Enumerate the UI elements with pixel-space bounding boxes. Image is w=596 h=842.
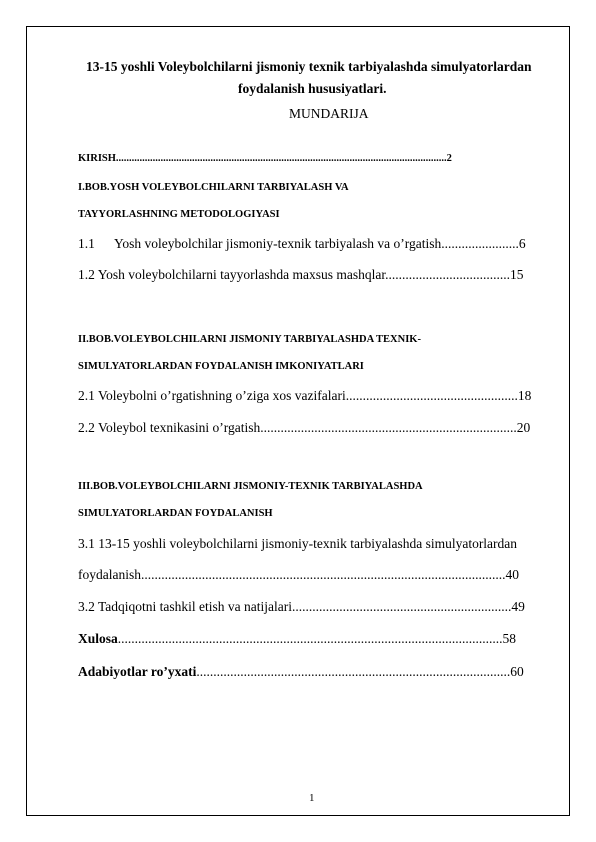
contents-heading: MUNDARIJA: [289, 106, 369, 121]
toc-conclusion-leader: ..................................................................................................................58: [117, 631, 517, 646]
toc-conclusion-label: Xulosa: [78, 631, 118, 646]
toc-chapter1-line2: TAYYORLASHNING METODOLOGIYASI: [78, 209, 280, 220]
toc-references-leader: .............................................................................................60: [196, 664, 524, 679]
toc-section-3-1-line1: 3.1 13-15 yoshli voleybolchilarni jismoniy-texnik tarbiyalashda simulyatorlardan: [78, 536, 518, 551]
toc-chapter2-line1: II.BOB.VOLEYBOLCHILARNI JISMONIY TARBIYALASHDA TEXNIK-: [78, 334, 421, 345]
toc-kirish: KIRISH..............................................................................................................................2: [78, 153, 452, 164]
toc-references: [78, 664, 524, 680]
toc-chapter3-line1: III.BOB.VOLEYBOLCHILARNI JISMONIY-TEXNIK TARBIYALASHDA: [78, 481, 423, 492]
toc-chapter1-line1: I.BOB.YOSH VOLEYBOLCHILARNI TARBIYALASH VA: [78, 182, 349, 193]
document-title-line1: 13-15 yoshli Voleybolchilarni jismoniy texnik tarbiyalashda simulyatorlardan: [86, 59, 532, 74]
toc-section-1-2: 1.2 Yosh voleybolchilarni tayyorlashda maxsus mashqlar.....................................15: [78, 267, 524, 282]
toc-section-3-2: 3.2 Tadqiqotni tashkil etish va natijalari.................................................................49: [78, 599, 525, 614]
toc-section-1-1-number: 1.1: [78, 236, 95, 251]
document-title-line2: foydalanish hususiyatlari.: [238, 81, 387, 96]
toc-section-2-2: 2.2 Voleybol texnikasini o’rgatish............................................................................20: [78, 420, 531, 435]
page-number: 1: [309, 792, 315, 804]
toc-conclusion: [78, 631, 516, 647]
toc-section-3-1-line2: foydalanish............................................................................................................40: [78, 567, 519, 582]
toc-section-1-1: Yosh voleybolchilar jismoniy-texnik tarbiyalash va o’rgatish.......................6: [114, 236, 526, 251]
toc-chapter3-line2: SIMULYATORLARDAN FOYDALANISH: [78, 508, 273, 519]
toc-references-label: Adabiyotlar ro’yxati: [78, 664, 197, 679]
toc-chapter2-line2: SIMULYATORLARDAN FOYDALANISH IMKONIYATLARI: [78, 361, 364, 372]
toc-section-2-1: 2.1 Voleybolni o’rgatishning o’ziga xos vazifalari...................................................18: [78, 388, 532, 403]
